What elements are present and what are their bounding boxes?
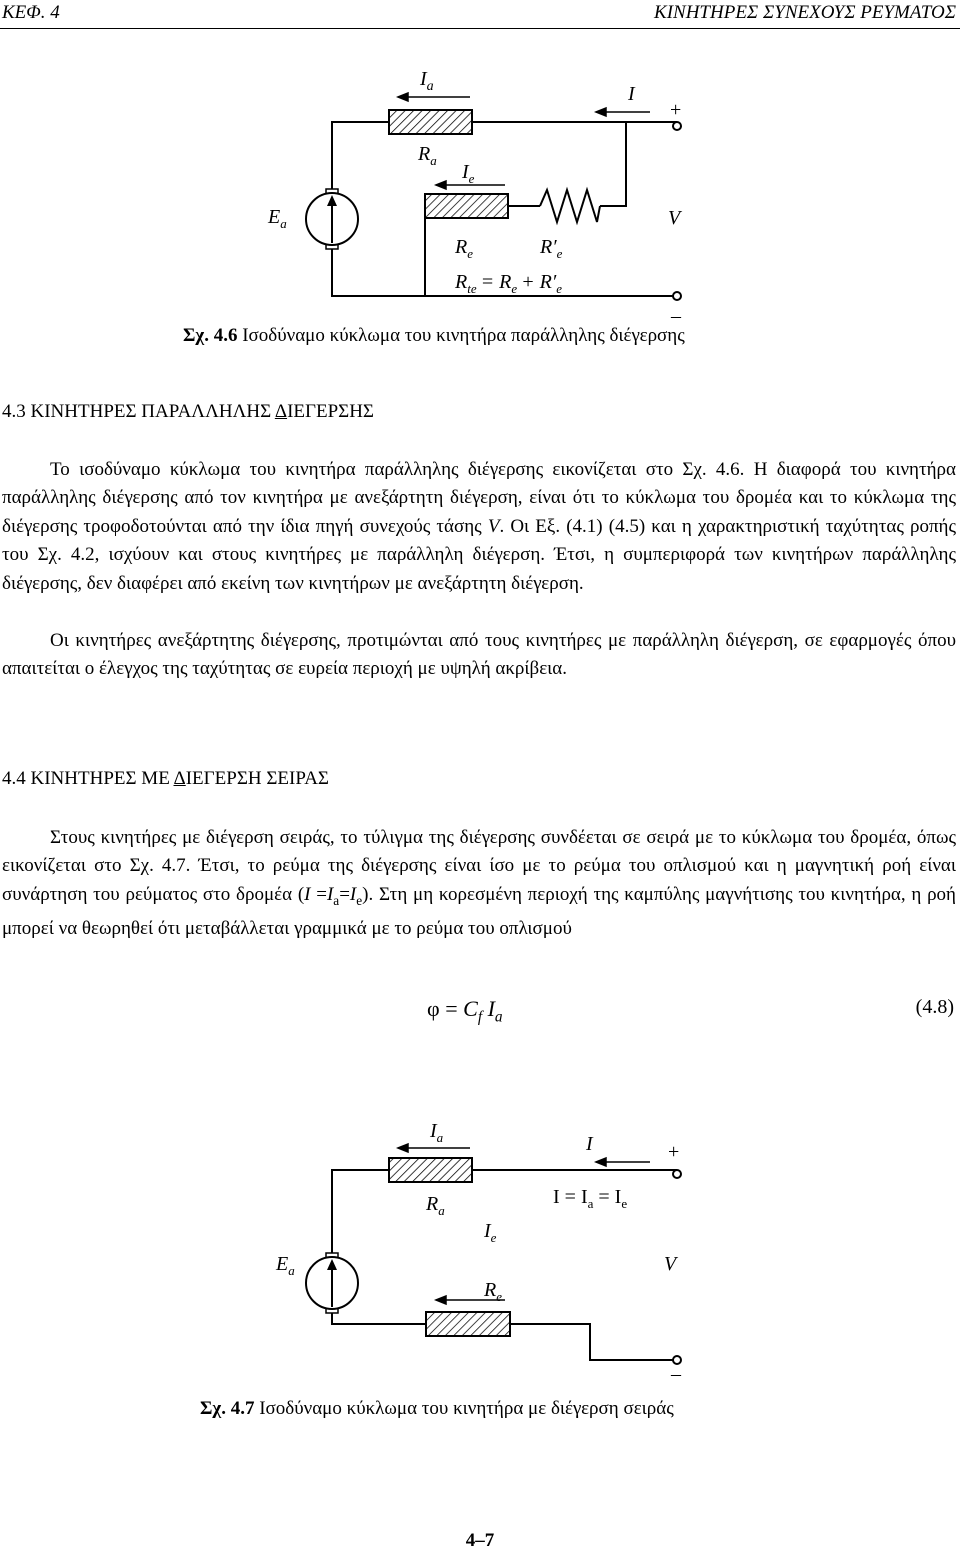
resistor-ra bbox=[389, 110, 472, 134]
section-4-3-paragraph-1: Το ισοδύναμο κύκλωμα του κινητήρα παράλληλης διέγερσης εικονίζεται στο Σχ. 4.6. Η διαφορά του κινητήρα παράλληλης διέγερσης από τον κινητήρα με ανεξάρτητη διέγερση, είναι ότι το κύκλωμα του δρομέα και το κύκλωμα της διέγερσης τροφοδοτούνται από την ίδια πηγή συνεχούς τάσης V. Οι Εξ. (4.1) (4.5) και η χαρακτηριστική ταχύτητας ροπής του Σχ. 4.2, ισχύουν και στους κινητήρες με παράλληλη διέγερση. Έτσι, η συμπεριφορά των κινητήρων παράλληλης διέγερσης, δεν διαφέρει από εκείνη των κινητήρων με ανεξάρτητη διέγερση. bbox=[2, 459, 957, 594]
label-ie: $I_e$ bbox=[462, 161, 475, 186]
label-minus: – bbox=[671, 305, 681, 320]
current-arrows bbox=[398, 93, 650, 189]
label-v: V bbox=[664, 1253, 677, 1275]
label-ra: $R_a$ bbox=[426, 1193, 445, 1218]
caption-text: Ισοδύναμο κύκλωμα του κινητήρα παράλληλης διέγερσης bbox=[237, 325, 685, 346]
label-ia: $I_a$ bbox=[420, 68, 434, 94]
figure-4-7-caption bbox=[200, 1398, 674, 1420]
label-re: $R_e$ bbox=[455, 236, 473, 261]
motor-symbol bbox=[306, 189, 358, 249]
equation-4-8 bbox=[2, 996, 956, 1032]
figure-4-7-circuit bbox=[0, 1110, 960, 1380]
resistor-re bbox=[426, 1312, 510, 1336]
label-rpe: $R'_e$ bbox=[540, 236, 563, 261]
section-4-4-heading: 4.4 ΚΙΝΗΤΗΡΕΣ ΜΕ ΔΙΕΓΕΡΣΗ ΣΕΙΡΑΣ bbox=[2, 768, 329, 789]
caption-text: Ισοδύναμο κύκλωμα του κινητήρα με διέγερση σειράς bbox=[254, 1398, 674, 1419]
resistor-ra bbox=[389, 1158, 472, 1182]
equation-number: (4.8) bbox=[915, 996, 954, 1018]
section-4-3-heading: 4.3 ΚΙΝΗΤΗΡΕΣ ΠΑΡΑΛΛΗΛΗΣ ΔΙΕΓΕΡΣΗΣ bbox=[2, 401, 374, 422]
figure-4-6-circuit bbox=[0, 40, 960, 320]
label-i: I bbox=[586, 1133, 593, 1155]
page-header bbox=[0, 0, 960, 29]
label-re: $R_e$ bbox=[484, 1279, 502, 1304]
equation-formula: $\varphi = C_f$ $I_a$ bbox=[427, 996, 503, 1026]
terminal-plus bbox=[673, 1170, 681, 1178]
motor-symbol bbox=[306, 1253, 358, 1313]
label-ie: $I_e$ bbox=[484, 1220, 497, 1245]
caption-number: Σχ. 4.7 bbox=[200, 1398, 255, 1419]
label-rte-equation: $R_{te} = R_e + R'_e$ bbox=[455, 271, 562, 296]
label-i: I bbox=[628, 83, 635, 105]
label-ra: $R_a$ bbox=[418, 143, 437, 168]
label-ea: $E_a$ bbox=[268, 206, 287, 231]
label-current-relation: $I = I_a = I_e$ bbox=[553, 1186, 628, 1211]
caption-number: Σχ. 4.6 bbox=[183, 325, 238, 346]
figure-4-6-caption bbox=[183, 325, 685, 347]
label-minus: – bbox=[671, 1363, 681, 1380]
resistor-re bbox=[425, 194, 508, 218]
label-ia: $I_a$ bbox=[430, 1120, 444, 1145]
page-number: 4–7 bbox=[465, 1530, 495, 1551]
section-4-3-paragraph-2: Οι κινητήρες ανεξάρτητης διέγερσης, προτιμώνται από τους κινητήρες με παράλληλη διέγερση, σε εφαρμογές όπου απαιτείται ο έλεγχος της ταχύτητας σε ευρεία περιοχή με υψηλή ακρίβεια. bbox=[2, 630, 956, 680]
label-plus: + bbox=[670, 99, 682, 121]
label-ea: $E_a$ bbox=[276, 1253, 295, 1278]
chapter-title: ΚΙΝΗΤΗΡΕΣ ΣΥΝΕΧΟΥΣ ΡΕΥΜΑΤΟΣ bbox=[654, 2, 956, 23]
terminal-plus bbox=[673, 122, 681, 130]
chapter-label: ΚΕΦ. 4 bbox=[2, 2, 60, 23]
section-4-4-paragraph: Στους κινητήρες με διέγερση σειράς, το τύλιγμα της διέγερσης συνδέεται σε σειρά με το κύκλωμα του δρομέα, όπως εικονίζεται στο Σχ. 4.7. Έτσι, το ρεύμα της διέγερσης είναι ίσο με το ρεύμα του οπλισμού και η μαγνητική ροή είναι συνάρτηση του ρεύματος στο δρομέα $(I =I_a=I_e)$. Στη μη κορεσμένη περιοχή της καμπύλης μαγνήτισης του κινητήρα, η ροή μπορεί να θεωρηθεί ότι μεταβάλλεται γραμμικά με το ρεύμα του οπλισμού bbox=[2, 827, 956, 940]
label-plus: + bbox=[668, 1141, 680, 1163]
label-v: V bbox=[668, 207, 681, 229]
terminal-minus bbox=[673, 292, 681, 300]
